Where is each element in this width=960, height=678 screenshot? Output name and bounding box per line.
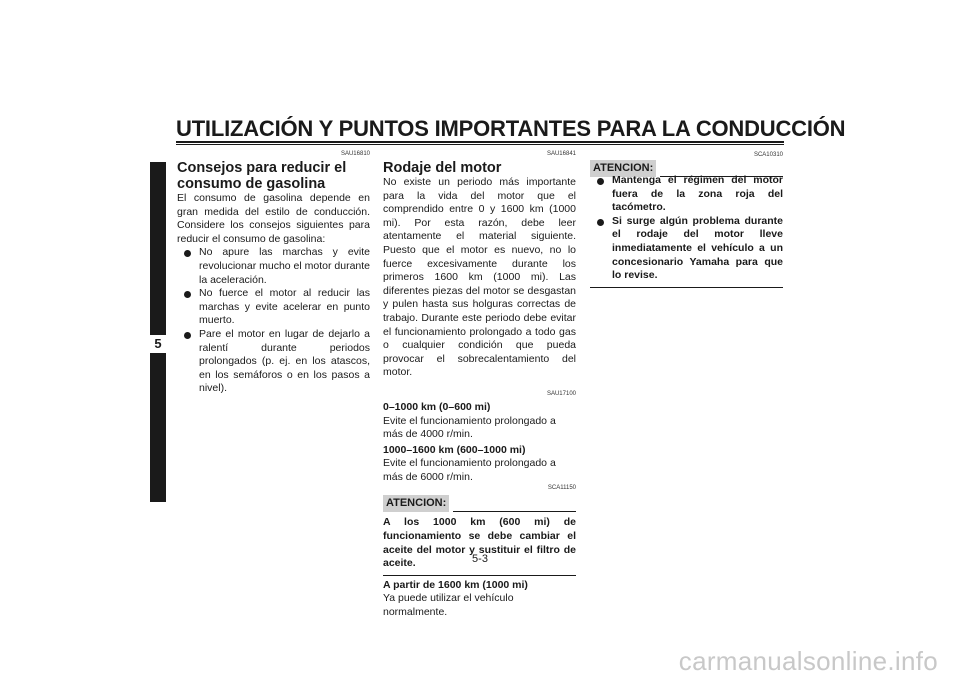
chapter-tab xyxy=(150,162,166,502)
bullet-icon xyxy=(184,291,191,298)
section-heading: Rodaje del motor xyxy=(383,160,502,176)
chapter-number: 5 xyxy=(150,335,166,353)
bullet-icon xyxy=(597,219,604,226)
heading-line-1: Consejos para reducir el xyxy=(177,160,347,176)
list-item-text: No apure las marchas y evite revolucionar mucho el motor durante la aceleración. xyxy=(199,246,371,286)
list-item-text: Pare el motor en lugar de dejarlo a ralentí durante periodos prolongados (p. ej. en los atascos, en los semáforos o en los pasos a nivel). xyxy=(199,327,370,395)
warning-end-rule xyxy=(590,287,783,288)
list-item xyxy=(177,287,370,328)
list-item-text: Mantenga el régimen del motor fuera de la zona roja del tacómetro. xyxy=(612,174,783,214)
page-title: UTILIZACIÓN Y PUNTOS IMPORTANTES PARA LA CONDUCCIÓN xyxy=(176,116,846,141)
heading-line-2: consumo de gasolina xyxy=(177,176,326,192)
list-item xyxy=(177,328,370,396)
range-title: 0–1000 km (0–600 mi) xyxy=(383,400,491,413)
range-text: Evite el funcionamiento prolongado a más de 6000 r/min. xyxy=(383,457,556,483)
list-item-text: No fuerce el motor al reducir las marchas y evite acelerar en punto muerto. xyxy=(199,287,370,327)
warning-header xyxy=(383,495,576,512)
column-warning xyxy=(590,150,783,288)
column-engine-break-in xyxy=(383,150,576,620)
warning-list xyxy=(590,174,783,283)
watermark: carmanualsonline.info xyxy=(678,646,938,676)
page-number: 5-3 xyxy=(472,553,488,565)
range-text: Evite el funcionamiento prolongado a más de 4000 r/min. xyxy=(383,414,556,441)
warning-text: A los 1000 km (600 mi) de funcionamiento se debe cambiar el aceite del motor y sustituir el filtro de aceite. xyxy=(383,516,576,570)
bullet-icon xyxy=(184,332,191,339)
bullet-icon xyxy=(184,250,191,257)
section-code: SAU16810 xyxy=(340,151,370,157)
range-title: A partir de 1600 km (1000 mi) xyxy=(383,578,528,591)
list-item xyxy=(590,174,783,215)
warning-end-rule xyxy=(383,575,576,576)
intro-paragraph: El consumo de gasolina depende en gran medida del estilo de conducción. Considere los consejos siguientes para reducir el consumo de gasolina: xyxy=(177,192,370,245)
warning-label: ATENCION: xyxy=(590,160,656,177)
section-code: SCA11150 xyxy=(547,485,576,492)
column-fuel-tips xyxy=(177,150,370,396)
list-item-text: Si surge algún problema durante el rodaje del motor lleve inmediatamente el vehículo a un concesionario Yamaha para que lo revise. xyxy=(612,214,783,282)
range-title: 1000–1600 km (600–1000 mi) xyxy=(383,443,526,456)
title-rule-thin xyxy=(176,144,784,145)
intro-paragraph: No existe un periodo más importante para la vida del motor que el comprendido entre 0 y 1600 km (1000 mi). Por esta razón, debe leer atentamente el material siguiente. Puesto que el motor es nuevo, no lo fuerce excesivamente durante los primeros 1600 km (1000 mi). Las diferentes piezas del motor se desgastan y pulen hasta sus holguras correctas de trabajo. Durante este periodo debe evitar el funcionamiento prolongado a todo gas o cualquier condición que pueda provocar el sobrecalentamiento del motor. xyxy=(383,176,576,379)
range-text: Ya puede utilizar el vehículo normalmente. xyxy=(383,592,514,619)
list-item xyxy=(590,215,783,283)
title-rule xyxy=(176,141,784,143)
tips-list xyxy=(177,246,370,396)
section-heading xyxy=(177,160,370,192)
list-item xyxy=(177,246,370,287)
warning-rule xyxy=(453,499,576,512)
section-code: SAU17100 xyxy=(546,390,576,397)
section-code: SCA10310 xyxy=(753,152,783,158)
bullet-icon xyxy=(597,178,604,185)
section-code: SAU16841 xyxy=(546,151,576,157)
warning-label: ATENCION: xyxy=(383,495,449,512)
